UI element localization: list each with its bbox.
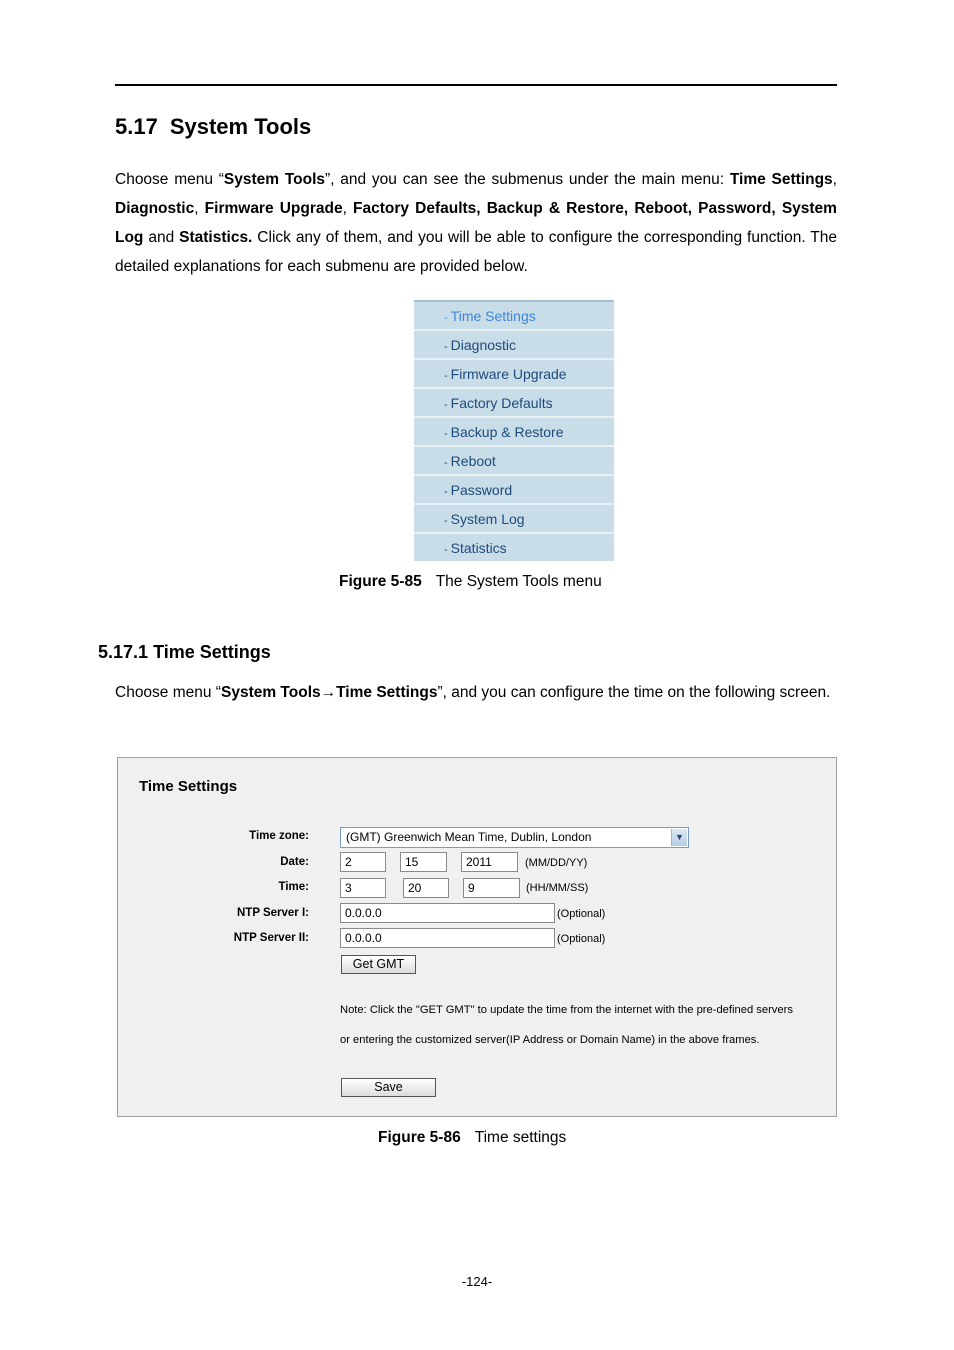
submenu-item-factory-defaults[interactable] (414, 389, 614, 418)
submenu-item-statistics[interactable] (414, 534, 614, 563)
submenu-item-reboot[interactable] (414, 447, 614, 476)
dash: - (444, 544, 448, 556)
submenu-name: Diagnostic (115, 200, 195, 217)
submenu-item-system-log[interactable] (414, 505, 614, 534)
time-second-input[interactable]: 9 (463, 878, 520, 898)
timezone-label: Time zone: (249, 830, 309, 842)
submenu-name: Statistics. (179, 229, 253, 246)
submenu-item-diagnostic[interactable] (414, 331, 614, 360)
figure-label: Figure 5-85 (339, 573, 422, 590)
section-heading (115, 114, 311, 140)
submenu-label: Reboot (450, 453, 496, 469)
figure-label: Figure 5-86 (378, 1129, 461, 1146)
date-day-input[interactable]: 15 (400, 852, 447, 872)
text: ”, and you can configure the time on the following screen. (437, 684, 831, 701)
submenu-label: Statistics (450, 540, 507, 556)
menu-path: System Tools→Time Settings (220, 684, 438, 701)
submenu-item-backup-restore[interactable] (414, 418, 614, 447)
system-tools-submenu (414, 300, 614, 561)
time-hour-input[interactable]: 3 (340, 878, 386, 898)
dash: - (444, 515, 448, 527)
page-number: -124- (461, 1274, 493, 1289)
ntp-server-2-label: NTP Server II: (233, 932, 309, 944)
dash: - (444, 312, 448, 324)
section-number: 5.17 (115, 114, 158, 139)
time-label: Time: (278, 881, 309, 893)
text: Choose menu “ (115, 684, 221, 701)
optional-hint: (Optional) (557, 908, 606, 920)
submenu-name: Factory Defaults, Backup & Restore, Reboot, Password, System Log (115, 200, 837, 246)
optional-hint: (Optional) (557, 933, 606, 945)
time-minute-input[interactable]: 20 (403, 878, 449, 898)
text: , (194, 200, 205, 217)
section-title: System Tools (169, 114, 312, 139)
text: Choose menu “ (115, 171, 224, 188)
dash: - (444, 457, 448, 469)
date-format-hint: (MM/DD/YY) (525, 857, 588, 869)
dash: - (444, 341, 448, 353)
text: and (143, 229, 180, 246)
get-gmt-button[interactable]: Get GMT (341, 955, 416, 974)
submenu-label: Backup & Restore (450, 424, 564, 440)
dash: - (444, 486, 448, 498)
save-button[interactable]: Save (341, 1078, 436, 1097)
submenu-label: Password (450, 482, 513, 498)
text: ”, and you can see the submenus under the main menu: (325, 171, 730, 188)
time-settings-panel (117, 757, 837, 1117)
dash: - (444, 399, 448, 411)
dash: - (444, 428, 448, 440)
intro-paragraph (115, 165, 837, 281)
figure-text: Time settings (474, 1129, 567, 1146)
submenu-label: Time Settings (450, 308, 536, 324)
submenu-name: Time Settings (729, 171, 833, 188)
timezone-select[interactable] (340, 827, 689, 848)
ntp-server-1-input[interactable]: 0.0.0.0 (340, 903, 555, 923)
text: , (342, 200, 354, 217)
submenu-item-firmware-upgrade[interactable] (414, 360, 614, 389)
text: , (832, 171, 837, 188)
submenu-label: System Log (450, 511, 525, 527)
header-rule (115, 84, 837, 86)
timezone-value: (GMT) Greenwich Mean Time, Dublin, London (346, 830, 592, 844)
figure-caption (378, 1129, 566, 1147)
submenu-name: Firmware Upgrade (204, 200, 343, 217)
submenu-label: Diagnostic (450, 337, 517, 353)
note-line-1: Note: Click the "GET GMT" to update the time from the internet with the pre-defined servers (340, 1004, 793, 1016)
submenu-item-time-settings[interactable] (414, 302, 614, 331)
note-line-2: or entering the customized server(IP Address or Domain Name) in the above frames. (340, 1034, 760, 1046)
time-format-hint: (HH/MM/SS) (526, 882, 589, 894)
figure-text: The System Tools menu (435, 573, 602, 590)
time-settings-paragraph (115, 678, 837, 707)
subsection-heading (98, 642, 271, 663)
text: Click any of them, and you will be able to configure the corresponding function. The detailed explanations for each submenu are provided below. (115, 229, 837, 275)
figure-caption (339, 573, 602, 591)
submenu-label: Factory Defaults (450, 395, 553, 411)
chevron-down-icon[interactable]: ▼ (671, 829, 687, 846)
date-month-input[interactable]: 2 (340, 852, 386, 872)
dash: - (444, 370, 448, 382)
subsection-title: Time Settings (153, 642, 271, 662)
menu-name: System Tools (223, 171, 326, 188)
ntp-server-2-input[interactable]: 0.0.0.0 (340, 928, 555, 948)
submenu-item-password[interactable] (414, 476, 614, 505)
date-year-input[interactable]: 2011 (461, 852, 518, 872)
date-label: Date: (280, 856, 309, 868)
panel-title: Time Settings (139, 778, 238, 795)
ntp-server-1-label: NTP Server I: (236, 907, 309, 919)
submenu-label: Firmware Upgrade (450, 366, 567, 382)
subsection-number: 5.17.1 (98, 642, 149, 662)
